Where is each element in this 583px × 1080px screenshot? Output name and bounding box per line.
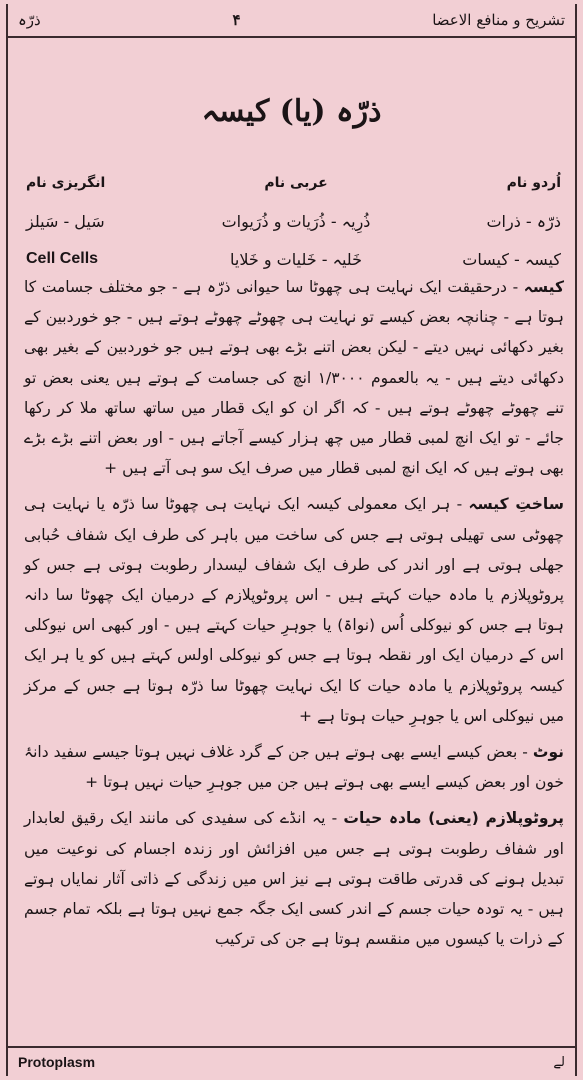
- glossary-arabic: خَلیہ - خَلیات و خَلایا: [230, 249, 362, 269]
- body-text: [24, 272, 564, 954]
- glossary-urdu: ذرّہ - ذرات: [486, 211, 561, 231]
- header-arabic: عربی نام: [264, 175, 328, 191]
- glossary-english: سَیل - سَیلز: [26, 211, 105, 231]
- glossary-row: [26, 202, 561, 240]
- paragraph: [24, 489, 564, 731]
- paragraph-lead: ساختِ کیسہ: [468, 495, 564, 514]
- glossary-table: [26, 164, 561, 278]
- paragraph-text: - بعض کیسے ایسے بھی ہوتے ہیں جن کے گرد غلاف نہیں ہوتا جیسے سفید دانۂ خون اور بعض کیسے ایسے بھی ہوتے ہیں جن میں جوہرِ حیات نہیں ہوتا +: [24, 743, 564, 792]
- footnote-bar: [8, 1046, 575, 1076]
- paragraph-lead: نوٹ: [532, 743, 564, 762]
- footnote-mark: لے: [553, 1054, 565, 1070]
- paragraph-text: - یہ انڈے کی سفیدی کی مانند ایک رقیق لعابدار اور شفاف رطوبت ہوتی ہے جس میں افزائش اور زندہ اجسام کی نوعیت میں تبدیل ہونے کی قدرتی طاقت ہوتی ہے نیز اس میں زندگی کے ذاتی آثار نمایاں ہوتے ہیں - یہ تودہ حیات جسم کے اندر کسی ایک جگہ جمع نہیں ہوتا ہے بلکہ تمام جسم کے ذرات یا کیسوں میں منقسم ہوتا ہے جن کی ترکیب: [24, 809, 564, 949]
- paragraph-text: - ہر ایک معمولی کیسہ ایک نہایت ہی چھوٹا سا ذرّہ یا نہایت ہی چھوٹی سی تھیلی ہوتی ہے جس کی ساخت میں باہر کی طرف ایک شفاف حُبابی جھلی ہوتی ہے اور اندر کی طرف ایک شفاف لیسدار رطوبت ہوتی ہے جس کو پروٹوپلازم یا مادہ حیات کہتے ہیں - اس پروٹوپلازم کے درمیان ایک چھوٹا سا دانہ ہوتا ہے جس کو نیوکلی اُس (نواۃ) یا جوہرِ حیات کہتے ہیں - اور کبھی اس نیوکلی اس کے درمیان ایک اور نقطہ ہوتا ہے جس کو نیوکلی اولس کہتے ہیں کو یا ہر ایک کیسہ پروٹوپلازم یا مادہ حیات کا ایک نہایت چھوٹا سا ذرّہ ہوتا ہے جس کے مرکز میں نیوکلی اس یا جوہرِ حیات ہوتا ہے +: [24, 495, 564, 725]
- paragraph: [24, 803, 564, 954]
- footnote-text: Protoplasm: [18, 1054, 96, 1070]
- paragraph-lead: کیسہ: [523, 278, 564, 296]
- running-header: [8, 4, 575, 38]
- paragraph: [24, 737, 564, 797]
- header-english: انگریزی نام: [26, 175, 106, 191]
- paragraph-text: - درحقیقت ایک نہایت ہی چھوٹا سا حیوانی ذرّہ ہے - جو مختلف جسامت کا ہوتا ہے - چنانچہ بعض کیسے تو نہایت ہی چھوٹے چھوٹے ہوتے ہیں - جو خوردبین کے بغیر دکھائی نہیں دیتے - لیکن بعض اتنے بڑے بھی ہوتے ہیں جو خوردبین کے بغیر بھی دکھائی دیتے ہیں - یہ بالعموم ۱/۳۰۰۰ انچ کی جسامت کے ہوتے ہیں یعنی بعض تو تنے چھوٹے چھوٹے ہوتے ہیں - کہ اگر ان کو ایک قطار میں ساتھ ساتھ ملا کر رکھا جائے - تو ایک انچ لمبی قطار میں چھ ہزار کیسے آجاتے ہیں - اور بعض اتنے بڑے بڑے بھی ہوتے ہیں کہ ایک انچ لمبی قطار میں صرف ایک سو ہی آتے ہیں +: [24, 278, 564, 478]
- running-title: تشریح و منافع الاعضا: [432, 11, 565, 29]
- chapter-title: ذرّہ (یا) کیسہ: [201, 94, 382, 129]
- section-label: ذرّہ: [18, 11, 41, 29]
- glossary-arabic: ذُرِیہ - ذُرَیات و ذُرَیوات: [221, 211, 371, 231]
- page-frame: [6, 4, 577, 1076]
- page-number: ۴: [232, 11, 241, 29]
- header-urdu: اُردو نام: [506, 175, 561, 191]
- glossary-english: Cell Cells: [26, 250, 99, 267]
- paragraph: [24, 272, 564, 483]
- glossary-urdu: کیسہ - کیسات: [462, 249, 561, 269]
- glossary-header-row: [26, 164, 561, 202]
- paragraph-lead: پروٹوپلازم (یعنی) مادہ حیات: [343, 809, 564, 828]
